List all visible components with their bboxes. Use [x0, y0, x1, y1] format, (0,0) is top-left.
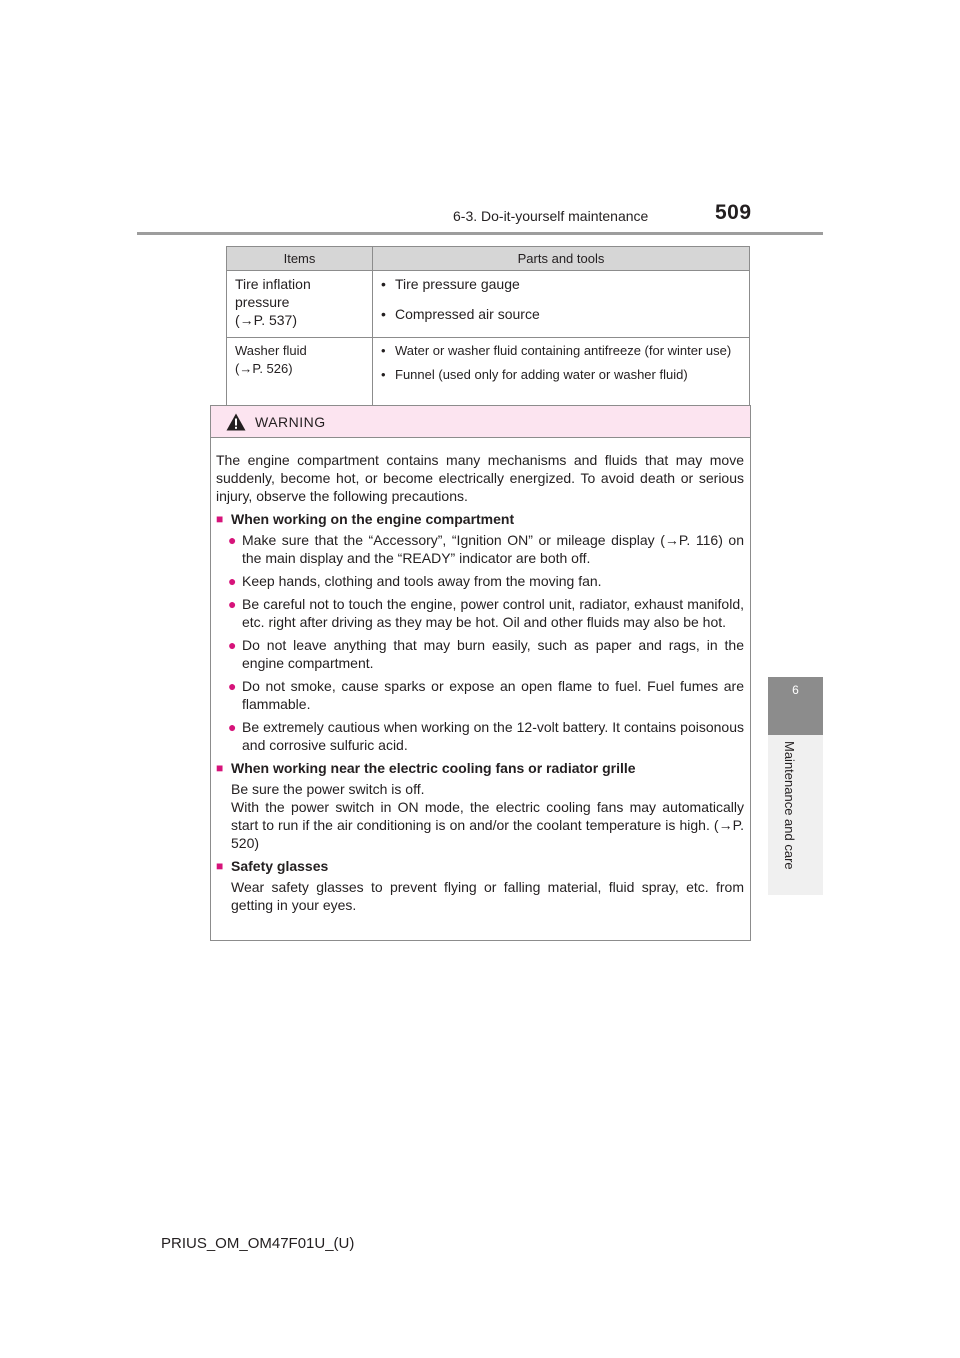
item-line: pressure: [235, 294, 290, 310]
list-item: ● Do not smoke, cause sparks or expose an open flame to fuel. Fuel fumes are flammable.: [228, 678, 744, 712]
table-cell-item: [227, 338, 373, 406]
circle-bullet-icon: ●: [228, 573, 237, 589]
list-item: ● Keep hands, clothing and tools away from the moving fan.: [228, 573, 602, 589]
section-heading: ■ When working near the electric cooling fans or radiator grille: [216, 760, 636, 776]
bullet-dot-icon: •: [381, 367, 386, 382]
square-bullet-icon: ■: [216, 859, 224, 873]
circle-bullet-icon: ●: [228, 719, 237, 735]
warning-body: [216, 451, 744, 919]
circle-bullet-icon: ●: [228, 678, 237, 694]
item-line: (→P. 537): [235, 312, 297, 328]
list-item: • Compressed air source: [381, 306, 540, 322]
warning-title: WARNING: [255, 414, 326, 430]
circle-bullet-icon: ●: [228, 637, 237, 653]
section-text: Be sure the power switch is off. With the power switch in ON mode, the electric cooling fans may automatically start to run if the air conditioning is on and/or the coolant temperature is high. (→P. 520): [231, 781, 744, 851]
circle-bullet-icon: ●: [228, 596, 237, 612]
table-cell-item: [227, 271, 373, 338]
warning-header: [211, 406, 750, 438]
section-text: Wear safety glasses to prevent flying or falling material, fluid spray, etc. from getting in your eyes.: [231, 879, 744, 913]
item-line: Washer fluid: [235, 343, 307, 358]
document-code: PRIUS_OM_OM47F01U_(U): [161, 1235, 355, 1252]
section-heading: ■ When working on the engine compartment: [216, 511, 515, 527]
list-item: • Tire pressure gauge: [381, 276, 520, 292]
column-header-parts: Parts and tools: [373, 247, 750, 271]
table-header-row: [227, 247, 750, 271]
circle-bullet-icon: ●: [228, 532, 237, 548]
column-header-items: Items: [227, 247, 373, 271]
list-item: • Water or washer fluid containing antifreeze (for winter use): [381, 343, 732, 358]
item-line: (→P. 526): [235, 361, 293, 376]
list-item: ● Make sure that the “Accessory”, “Ignition ON” or mileage display (→P. 116) on the main display and the “READY” indicator are both off.: [228, 532, 744, 566]
item-line: Tire inflation: [235, 276, 311, 292]
square-bullet-icon: ■: [216, 512, 224, 526]
page-number: 509: [715, 201, 752, 224]
parts-table: [226, 246, 750, 406]
list-item: ● Do not leave anything that may burn easily, such as paper and rags, in the engine compartment.: [228, 637, 744, 671]
list-item: ● Be careful not to touch the engine, power control unit, radiator, exhaust manifold, etc. right after driving as they may be hot. Oil and other fluids may also be hot.: [228, 596, 744, 630]
chapter-tab-label: [768, 735, 823, 895]
list-item: • Funnel (used only for adding water or washer fluid): [381, 367, 688, 382]
table-row: [227, 338, 750, 406]
list-item: ● Be extremely cautious when working on the 12-volt battery. It contains poisonous and corrosive sulfuric acid.: [228, 719, 744, 753]
square-bullet-icon: ■: [216, 761, 224, 775]
warning-intro: The engine compartment contains many mechanisms and fluids that may move suddenly, become hot, or become electrically energized. To avoid death or serious injury, observe the following precautions.: [216, 452, 744, 504]
table-cell-parts: [373, 338, 750, 406]
warning-triangle-icon: [226, 413, 246, 431]
table-row: [227, 271, 750, 338]
section-title: 6-3. Do-it-yourself maintenance: [453, 208, 649, 224]
bullet-dot-icon: •: [381, 343, 386, 358]
bullet-dot-icon: •: [381, 306, 386, 322]
section-heading: ■ Safety glasses: [216, 858, 329, 874]
header-rule: [137, 232, 823, 235]
bullet-dot-icon: •: [381, 276, 386, 292]
warning-box: [210, 405, 751, 941]
table-cell-parts: [373, 271, 750, 338]
chapter-tab-number: 6: [792, 683, 799, 697]
chapter-tab-label-text: Maintenance and care: [782, 741, 797, 870]
